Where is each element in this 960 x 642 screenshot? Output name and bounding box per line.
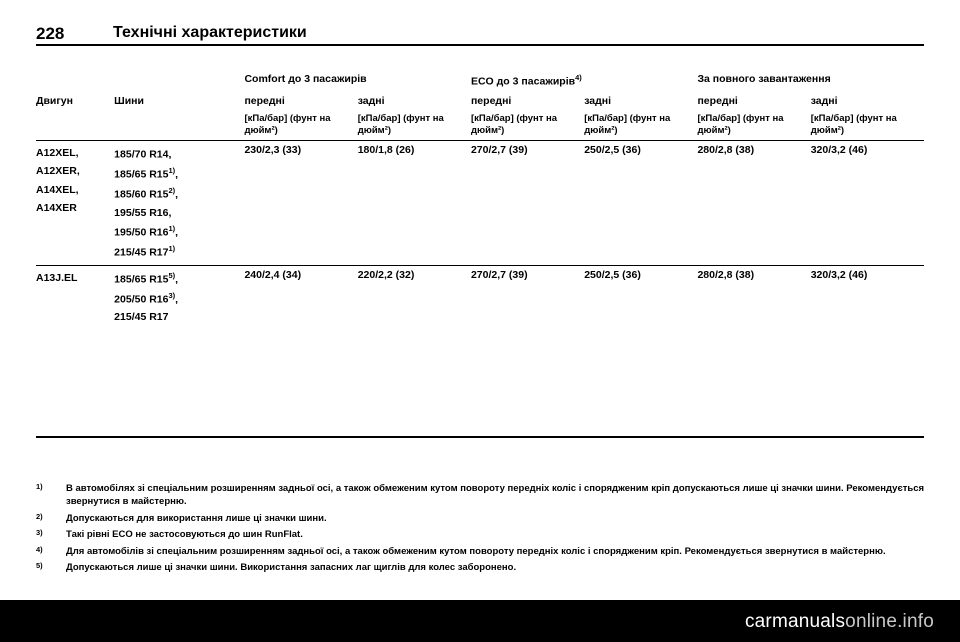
tyre-size-marker: 3) xyxy=(168,290,176,300)
footnote-marker-label: 1) xyxy=(36,482,43,491)
page-number: 228 xyxy=(36,24,65,43)
footnote-text: Допускаються для використання лише ці значки шини. xyxy=(66,512,327,524)
pressure-value: 250/2,5 (36) xyxy=(584,265,697,330)
tyre-size-label: 215/45 R17 xyxy=(114,246,169,259)
tyre-size xyxy=(114,308,238,326)
axle-header-rear-eco: задні xyxy=(584,94,612,107)
tyre-size-label: 185/70 R14, xyxy=(114,148,172,161)
footnote-text: Такі рівні ECO не застосовуються до шин RunFlat. xyxy=(66,529,303,541)
page-header xyxy=(0,10,960,44)
tyre-size-label: 185/60 R15 xyxy=(114,188,169,201)
pressure-value: 270/2,7 (39) xyxy=(471,140,584,265)
axle-header-front-comfort: передні xyxy=(244,94,285,107)
footnotes xyxy=(36,482,924,578)
tyre-size-marker: 5) xyxy=(168,270,176,280)
tyre-size-marker: 1) xyxy=(168,223,176,233)
pressure-value: 250/2,5 (36) xyxy=(584,140,697,265)
tyre-cell xyxy=(114,265,244,330)
group-header-full-load: За повного завантаження xyxy=(697,73,831,85)
table-bottom-divider xyxy=(36,436,924,438)
tyre-size-marker: 2) xyxy=(168,185,176,195)
footnote-text: Допускаються лише ці значки шини. Використання запасних лаг щиглів для колес заборонено. xyxy=(66,562,517,574)
axle-header-rear-full: задні xyxy=(810,94,838,107)
engine-code: A12XEL, xyxy=(36,146,79,159)
footnote-marker xyxy=(36,545,62,561)
unit-header-1: [кПа/бар] (фунт на дюйм²) xyxy=(244,112,331,136)
watermark-part-1: carmanuals xyxy=(744,611,846,632)
pressure-value: 270/2,7 (39) xyxy=(471,265,584,330)
unit-header-6: [кПа/бар] (фунт на дюйм²) xyxy=(810,112,897,136)
unit-header-2: [кПа/бар] (фунт на дюйм²) xyxy=(357,112,444,136)
tyre-size xyxy=(114,242,238,262)
pressure-value: 240/2,4 (34) xyxy=(244,265,357,330)
tyre-size: 205/50 R16$^{3)}$, xyxy=(114,290,179,306)
tyre-size-label: 205/50 R16 xyxy=(114,293,169,306)
tyre-size-label: 185/65 R15 xyxy=(114,168,169,181)
footnote-text: В автомобілях зі спеціальним розширенням задньої осі, а також обмеженим кутом повороту передніх коліс і спорядженим кріп допускаються лише ці значки шини. Рекомендується звернутися в майстерню. xyxy=(66,483,925,508)
footnote-marker-label: 5) xyxy=(36,561,43,571)
group-header-comfort: Comfort до 3 пасажирів xyxy=(244,73,367,85)
pressure-value: 230/2,3 (33) xyxy=(244,140,357,265)
column-header-tyre: Шини xyxy=(114,94,144,107)
footnote-marker-label: 2) xyxy=(36,511,43,521)
tyre-size: 195/50 R16$^{1)}$, xyxy=(114,223,179,239)
table-row xyxy=(36,265,924,330)
table-unit-header-row xyxy=(36,110,924,141)
footnote-marker xyxy=(36,561,62,577)
tyre-pressure-table xyxy=(36,70,924,330)
axle-header-rear-comfort: задні xyxy=(357,94,385,107)
footnote-marker-label: 3) xyxy=(36,528,43,538)
table-row xyxy=(36,140,924,265)
axle-header-front-full: передні xyxy=(697,94,738,107)
engine-code: A12XER, xyxy=(36,165,80,178)
pressure-value: 220/2,2 (32) xyxy=(358,265,471,330)
tyre-size-label: 195/50 R16 xyxy=(114,226,169,239)
unit-header-3: [кПа/бар] (фунт на дюйм²) xyxy=(470,112,558,136)
header-divider xyxy=(36,44,924,46)
group-header-eco-label: ECO до 3 пасажирів xyxy=(470,75,576,88)
group-header-eco-marker: 4) xyxy=(575,73,582,82)
spacer-cell xyxy=(114,110,244,141)
tyre-size: 185/60 R15$^{2)}$, xyxy=(114,185,179,201)
pressure-value: 280/2,8 (38) xyxy=(697,140,810,265)
group-header-eco xyxy=(471,70,698,92)
column-header-engine: Двигун xyxy=(36,94,73,107)
tyre-size-marker: 1) xyxy=(168,243,176,253)
spacer-cell xyxy=(36,70,114,92)
site-watermark xyxy=(745,611,934,633)
engine-code: A14XER xyxy=(36,202,77,215)
pressure-value: 320/3,2 (46) xyxy=(811,265,924,330)
watermark-part-2: online.info xyxy=(845,611,934,632)
footer-bar xyxy=(0,600,960,642)
footnote-marker xyxy=(36,482,62,498)
page-title: Технічні характеристики xyxy=(113,24,307,41)
pressure-value: 280/2,8 (38) xyxy=(697,265,810,330)
tyre-size-label: 185/65 R15 xyxy=(114,273,169,286)
unit-header-5: [кПа/бар] (фунт на дюйм²) xyxy=(697,112,784,136)
table-axle-header-row xyxy=(36,92,924,110)
footnote xyxy=(36,545,924,558)
engine-cell xyxy=(36,140,114,265)
tyre-size xyxy=(114,144,238,164)
tyre-size xyxy=(114,204,238,222)
footnote-marker xyxy=(36,528,62,544)
footnote xyxy=(36,561,924,574)
unit-header-4: [кПа/бар] (фунт на дюйм²) xyxy=(584,112,671,136)
spacer-cell xyxy=(36,110,114,141)
spacer-cell xyxy=(114,70,244,92)
engine-cell xyxy=(36,265,114,330)
pressure-value: 320/3,2 (46) xyxy=(811,140,924,265)
axle-header-front-eco: передні xyxy=(470,94,512,107)
footnote-marker xyxy=(36,512,62,528)
tyre-cell xyxy=(114,140,244,265)
tyre-size: 185/65 R15$^{5)}$, xyxy=(114,270,179,286)
tyre-size-label: 215/45 R17 xyxy=(114,311,169,324)
footnote-text: Для автомобілів зі спеціальним розширенням задньої осі, а також обмеженим кутом повороту передніх коліс і спорядженим кріп. Рекомендується звернутися в майстерню. xyxy=(66,545,886,557)
tyre-size-label: 195/55 R16, xyxy=(114,206,172,219)
engine-code: A13J.EL xyxy=(36,271,78,284)
engine-code: A14XEL, xyxy=(36,183,79,196)
footnote-marker-label: 4) xyxy=(36,544,43,554)
footnote xyxy=(36,528,924,541)
pressure-value: 180/1,8 (26) xyxy=(358,140,471,265)
tyre-pressure-table-wrapper xyxy=(36,70,924,330)
footnote xyxy=(36,512,924,525)
footnote xyxy=(36,482,924,509)
table-group-header-row xyxy=(36,70,924,92)
tyre-size-marker: 1) xyxy=(168,165,176,175)
tyre-size: 185/65 R15$^{1)}$, xyxy=(114,165,179,181)
